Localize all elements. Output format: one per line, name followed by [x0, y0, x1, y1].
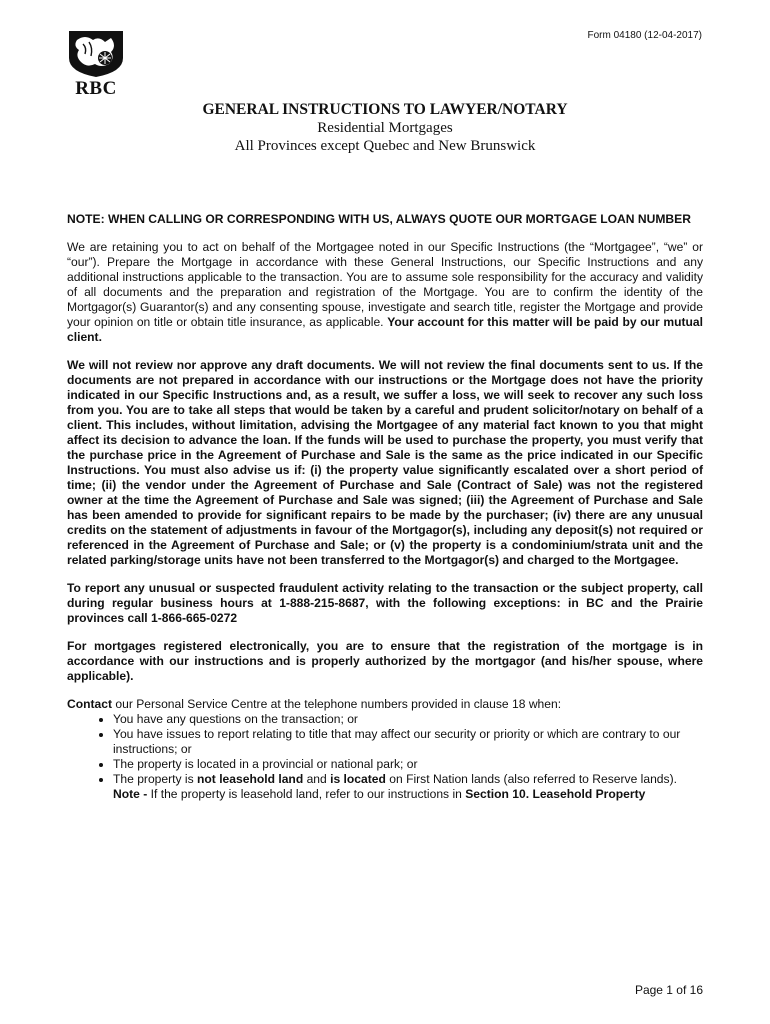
page-number: Page 1 of 16 — [634, 983, 703, 997]
paragraph-fraud-report: To report any unusual or suspected fraudulent activity relating to the transaction or the subject property, call during regular business hours at 1-888-215-8687, with the following exceptions: in BC and the Prairie provinces call 1-866-665-0272 — [67, 581, 703, 625]
page-title: GENERAL INSTRUCTIONS TO LAWYER/NOTARY — [202, 101, 568, 118]
paragraph-retainer-text: We are retaining you to act on behalf of the Mortgagee noted in our Specific Instructions (the “Mortgagee”, “we” or “our”). Prepare the Mortgage in accordance with these General Instructions, our Specific Instructions and any additional instructions applicable to the transaction. You are to assume sole responsibility for the accuracy and validity of all documents and the preparation and registration of the Mortgage. You are to confirm the identity of the Mortgagor(s) Guarantor(s) and any consenting spouse, investigate and search title, register the Mortgage and provide your opinion on title or obtain title insurance, as applicable. — [67, 240, 703, 329]
page-subtitle: Residential Mortgages — [317, 120, 453, 136]
note-label: Note - — [113, 787, 148, 801]
contact-list — [67, 712, 703, 802]
document-body — [67, 212, 703, 802]
contact-section — [67, 697, 703, 802]
rbc-logo — [65, 28, 127, 102]
paragraph-retainer-bold: Your account for this matter will be paid by our mutual client. — [67, 315, 703, 344]
paragraph-electronic-registration: For mortgages registered electronically, you are to ensure that the registration of the mortgage is in accordance with our instructions and is properly authorized by the mortgagor (and his/her spouse, where applicable). — [67, 639, 703, 683]
lion-shield-icon — [65, 28, 127, 78]
list-item: • You have any questions on the transaction; or — [113, 712, 703, 727]
logo-wordmark: RBC — [75, 78, 117, 99]
form-number: Form 04180 (12-04-2017) — [587, 30, 702, 41]
paragraph-review: We will not review nor approve any draft documents. We will not review the final documents sent to us. If the documents are not prepared in accordance with our instructions or the Mortgage does not have the priority indicated in our Specific Instructions and, as a result, we suffer a loss, we will seek to recover any such loss from you. You are to take all steps that would be taken by a careful and prudent solicitor/notary on behalf of a client. This includes, without limitation, advising the Mortgagee of any material fact known to you that might affect its decision to advance the loan. If the funds will be used to purchase the property, you must verify that the purchase price in the Agreement of Purchase and Sale is the same as the price indicated in our Specific Instructions. You must also advise us if: (i) the property value significantly escalated over a short period of time; (ii) the vendor under the Agreement of Purchase and Sale (Contract of Sale) was not the registered owner at the time the Agreement of Purchase and Sale was signed; (iii) the Agreement of Purchase and Sale has been amended to provide for significant repairs to be made by the purchaser; (iv) there are any unusual credits on the statement of adjustments in favour of the Mortgagor(s), including any deposit(s) not required or referenced in the Agreement of Purchase and Sale; or (v) the property is a condominium/strata unit and the related parking/storage units have not been transferred to the Mortgagor(s) and charged to the Mortgagee. — [67, 358, 703, 567]
contact-bold: Contact — [67, 697, 113, 711]
note-heading: NOTE: WHEN CALLING OR CORRESPONDING WITH US, ALWAYS QUOTE OUR MORTGAGE LOAN NUMBER — [67, 212, 691, 226]
list-item: • The property is not leasehold land and is located on First Nation lands (also referred to Reserve lands). Note - If the property is leasehold land, refer to our instructions in Section 10. Leasehold Property — [113, 772, 703, 802]
section-reference: Section 10. Leasehold Property — [465, 787, 646, 801]
title-block — [0, 101, 770, 155]
page-subtitle-scope: All Provinces except Quebec and New Brunswick — [234, 138, 536, 154]
list-item: • You have issues to report relating to title that may affect our security or priority or which are contrary to our instructions; or — [113, 727, 703, 757]
paragraph-retainer — [67, 240, 703, 345]
list-item: • The property is located in a provincial or national park; or — [113, 757, 703, 772]
contact-text: our Personal Service Centre at the telephone numbers provided in clause 18 when: — [112, 697, 562, 711]
